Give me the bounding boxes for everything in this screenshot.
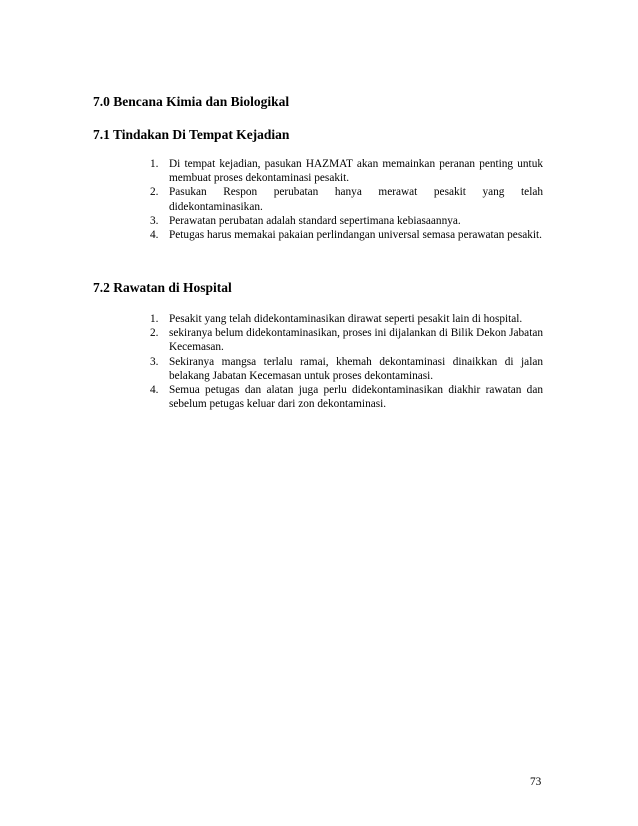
section-heading-7-2: 7.2 Rawatan di Hospital: [93, 280, 232, 295]
section-heading-7-1: 7.1 Tindakan Di Tempat Kejadian: [93, 127, 290, 142]
list-item: [150, 157, 543, 185]
list-item: [150, 326, 543, 354]
list-item-number: 2.: [150, 327, 159, 340]
list-item-number: 1.: [150, 313, 159, 325]
list-item: [150, 383, 543, 411]
list-item-text: Petugas harus memakai pakaian perlindangan universal semasa perawatan pesakit.: [169, 229, 542, 242]
list-item-number: 3.: [150, 214, 159, 227]
list-item-text: Pasukan Respon perubatan hanya merawat pesakit yang telah didekontaminasikan.: [169, 186, 543, 213]
page-number: 73: [530, 776, 542, 788]
section-7-1-list: [150, 157, 543, 242]
list-item-text: Sekiranya mangsa terlalu ramai, khemah dekontaminasi dinaikkan di jalan belakang Jabatan Kecemasan untuk proses dekontaminasi.: [169, 355, 543, 382]
list-item: [150, 214, 543, 228]
list-item-number: 3.: [150, 355, 159, 368]
list-item-number: 1.: [150, 158, 159, 170]
list-item: [150, 355, 543, 383]
list-item-text: Perawatan perubatan adalah standard sepertimana kebiasaannya.: [169, 214, 461, 227]
list-item-number: 2.: [150, 186, 159, 199]
list-item: [150, 185, 543, 213]
list-item-text: Pesakit yang telah didekontaminasikan dirawat seperti pesakit lain di hospital.: [169, 313, 523, 325]
list-item-number: 4.: [150, 384, 159, 397]
list-item: [150, 312, 543, 326]
section-7-2-list: [150, 312, 543, 411]
list-item-text: Semua petugas dan alatan juga perlu didekontaminasikan diakhir rawatan dan sebelum petugas keluar dari zon dekontaminasi.: [169, 384, 543, 411]
list-item-text: sekiranya belum didekontaminasikan, proses ini dijalankan di Bilik Dekon Jabatan Kecemasan.: [169, 327, 543, 354]
list-item: [150, 228, 543, 242]
list-item-text: Di tempat kejadian, pasukan HAZMAT akan memainkan peranan penting untuk membuat proses dekontaminasi pesakit.: [169, 158, 543, 185]
list-item-number: 4.: [150, 229, 159, 242]
document-title: 7.0 Bencana Kimia dan Biologikal: [93, 94, 290, 109]
